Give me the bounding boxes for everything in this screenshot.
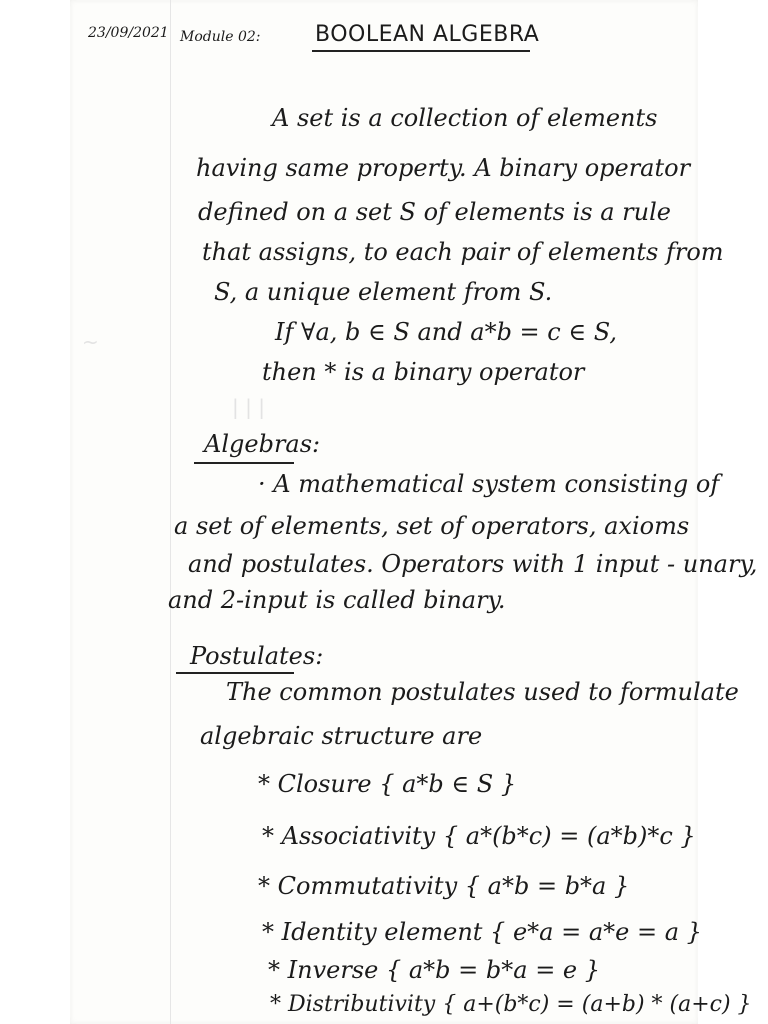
page-title: BOOLEAN ALGEBRA bbox=[315, 22, 540, 47]
show-through-mark: | | | bbox=[232, 395, 265, 419]
title-underline bbox=[312, 50, 530, 52]
postulate-item-associativity: * Associativity { a*(b*c) = (a*b)*c } bbox=[262, 822, 696, 850]
postulate-item-commutativity: * Commutativity { a*b = b*a } bbox=[258, 872, 630, 900]
postulates-line: algebraic structure are bbox=[200, 722, 483, 750]
show-through-mark: ~ bbox=[82, 330, 99, 354]
intro-line: that assigns, to each pair of elements from bbox=[202, 238, 724, 266]
algebras-heading-underline bbox=[194, 462, 294, 464]
algebras-line: · A mathematical system consisting of bbox=[258, 470, 720, 498]
postulate-item-inverse: * Inverse { a*b = b*a = e } bbox=[268, 956, 601, 984]
postulate-item-closure: * Closure { a*b ∈ S } bbox=[258, 770, 517, 798]
postulate-item-distributivity: * Distributivity { a+(b*c) = (a+b) * (a+c) } bbox=[270, 992, 752, 1017]
date-label: 23/09/2021 bbox=[88, 25, 169, 41]
postulates-line: The common postulates used to formulate bbox=[226, 678, 739, 706]
intro-line: having same property. A binary operator bbox=[196, 154, 691, 182]
intro-line: defined on a set S of elements is a rule bbox=[198, 198, 671, 226]
intro-line: A set is a collection of elements bbox=[272, 104, 658, 132]
algebras-line: a set of elements, set of operators, axioms bbox=[174, 512, 690, 540]
module-label: Module 02: bbox=[180, 29, 261, 45]
algebras-line: and 2-input is called binary. bbox=[168, 586, 506, 614]
algebras-heading: Algebras: bbox=[204, 430, 321, 458]
algebras-line: and postulates. Operators with 1 input - unary, bbox=[188, 550, 758, 578]
postulates-heading: Postulates: bbox=[190, 642, 324, 670]
intro-line: then * is a binary operator bbox=[262, 358, 585, 386]
intro-formula: If ∀a, b ∈ S and a*b = c ∈ S, bbox=[275, 318, 617, 346]
postulates-heading-underline bbox=[176, 672, 294, 674]
intro-line: S, a unique element from S. bbox=[214, 278, 553, 306]
postulate-item-identity: * Identity element { e*a = a*e = a } bbox=[262, 918, 702, 946]
margin-line bbox=[170, 0, 171, 1024]
